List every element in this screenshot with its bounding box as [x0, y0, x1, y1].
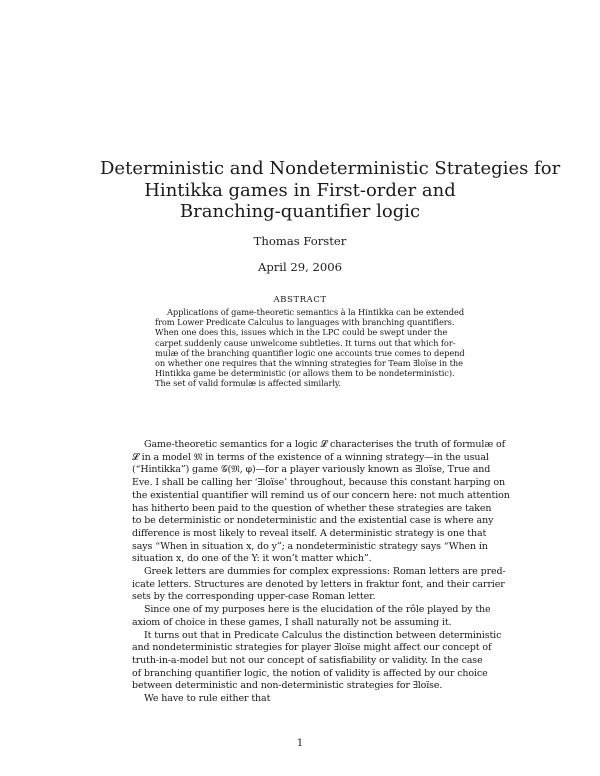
body-line: sets by the corresponding upper-case Roman letter. [132, 591, 376, 603]
body-line: axiom of choice in these games, I shall naturally not be assuming it. [132, 616, 452, 628]
title-line-2: Hintikka games in First-order and [144, 179, 456, 201]
abstract-line: The set of valid formulæ is affected similarly. [155, 378, 341, 389]
abstract-heading: ABSTRACT [273, 295, 327, 305]
body-line: between deterministic and non-deterministic strategies for ∃loïse. [132, 680, 443, 692]
body-line: icate letters. Structures are denoted by letters in fraktur font, and their carrier [132, 578, 505, 590]
body-line: says “When in situation x, do y”; a nondeterministic strategy says “When in [132, 540, 488, 552]
abstract-line: Applications of game-theoretic semantics à la Hintikka can be extended [167, 307, 465, 317]
body-line: difference is most likely to reveal itself. A deterministic strategy is one that [132, 527, 487, 539]
body-text [132, 439, 510, 706]
abstract-line: Hintikka game be deterministic (or allows them to be nondeterministic). [155, 368, 455, 379]
body-line: We have to rule either that [144, 693, 271, 705]
body-line: has hitherto been paid to the question of whether these strategies are taken [132, 502, 492, 514]
body-line: truth-in-a-model but not our concept of satisfiability or validity. In the case [132, 654, 483, 666]
body-line: Since one of my purposes here is the elucidation of the rôle played by the [144, 604, 491, 616]
publication-date: April 29, 2006 [257, 260, 343, 274]
abstract-line: mulæ of the branching quantifier logic one accounts true comes to depend [155, 347, 465, 358]
body-line: It turns out that in Predicate Calculus the distinction between deterministic [144, 629, 502, 641]
body-line: Eve. I shall be calling her ‘∃loïse’ throughout, because this constant harping on [132, 477, 505, 489]
body-line: 𝓛 in a model 𝔐 in terms of the existence of a winning strategy—in the usual [132, 451, 489, 463]
body-line: the existential quantifier will remind us of our concern here: not much attention [132, 489, 510, 501]
abstract-line: carpet suddenly cause unwelcome subtleties. It turns out that which for- [155, 337, 456, 348]
title-line-3: Branching-quantifier logic [179, 201, 421, 222]
body-line: situation x, do one of the Y: it won’t matter which”. [132, 553, 372, 565]
author-name: Thomas Forster [253, 234, 347, 248]
body-line: Game-theoretic semantics for a logic 𝓛 characterises the truth of formulæ of [144, 439, 506, 450]
abstract-line: on whether one requires that the winning strategies for Team ∃loïse in the [155, 358, 463, 369]
abstract-line: from Lower Predicate Calculus to languages with branching quantifiers. [155, 317, 455, 328]
body-line: to be deterministic or nondeterministic and the existential case is where any [132, 515, 494, 527]
body-line: Greek letters are dummies for complex expressions: Roman letters are pred- [144, 566, 506, 578]
page-number: 1 [296, 738, 304, 749]
abstract-line: When one does this, issues which in the LPC could be swept under the [155, 327, 448, 338]
title-line-1: Deterministic and Nondeterministic Strategies for [100, 158, 561, 179]
body-line: of branching quantifier logic, the notion of validity is affected by our choice [132, 667, 488, 679]
body-line: (“Hintikka”) game 𝒢(𝔐, φ)—for a player variously known as ∃loïse, True and [132, 464, 491, 476]
abstract-text [155, 307, 465, 389]
body-line: and nondeterministic strategies for player ∃loïse might affect our concept of [132, 642, 492, 654]
paper-title [100, 158, 561, 223]
